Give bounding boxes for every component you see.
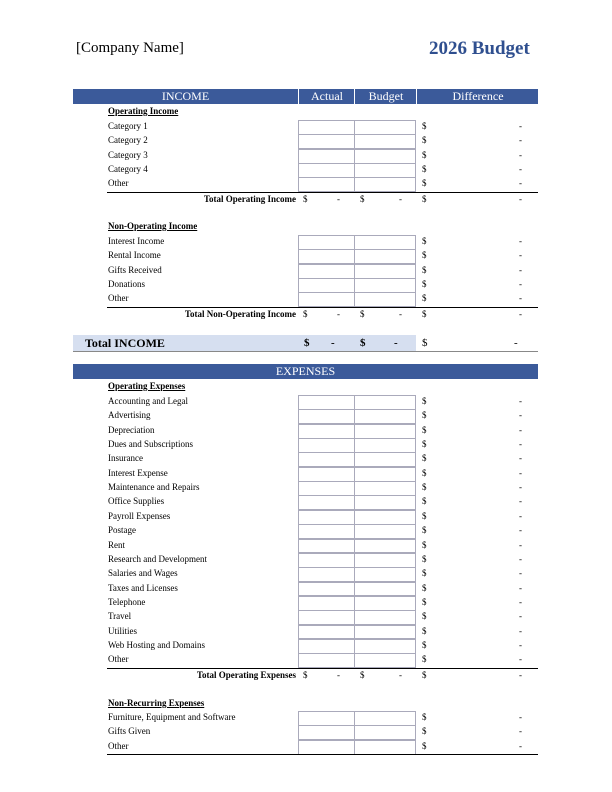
total-label: Total Operating Income [203, 193, 296, 204]
difference-value: - [519, 396, 522, 406]
budget-input[interactable] [354, 292, 416, 307]
line-item-label: Dues and Subscriptions [108, 439, 193, 450]
budget-header: Budget [354, 89, 417, 104]
difference-dollar: $ [422, 482, 427, 493]
line-item-label: Rental Income [108, 250, 161, 261]
actual-input[interactable] [298, 278, 355, 293]
actual-input[interactable] [298, 625, 355, 640]
line-item-label: Other [108, 654, 129, 665]
line-item-label: Rent [108, 539, 125, 550]
line-item-label: Telephone [108, 596, 146, 607]
line-item-label: Advertising [108, 410, 151, 421]
actual-input[interactable] [298, 134, 355, 149]
budget-input[interactable] [354, 539, 416, 554]
section-title: Non-Operating Income [108, 221, 198, 231]
budget-input[interactable] [354, 438, 416, 453]
actual-input[interactable] [298, 409, 355, 424]
actual-input[interactable] [298, 725, 355, 740]
difference-value: - [519, 740, 522, 751]
difference-value: - [519, 726, 522, 737]
line-item-label: Postage [108, 525, 136, 536]
difference-value: - [519, 525, 522, 536]
difference-dollar: $ [422, 279, 427, 290]
budget-input[interactable] [354, 452, 416, 467]
difference-value: - [519, 178, 522, 189]
line-item-label: Other [108, 293, 129, 304]
line-item-label: Category 2 [108, 135, 148, 146]
actual-input[interactable] [298, 292, 355, 307]
actual-input[interactable] [298, 177, 355, 192]
difference-dollar: $ [422, 582, 427, 593]
line-item-label: Accounting and Legal [108, 396, 188, 406]
actual-input[interactable] [298, 539, 355, 554]
line-item-label: Furniture, Equipment and Software [108, 712, 236, 722]
actual-input[interactable] [298, 582, 355, 597]
budget-input[interactable] [354, 395, 416, 410]
actual-input[interactable] [298, 481, 355, 496]
difference-value: - [519, 596, 522, 607]
total-income-divider [73, 351, 538, 352]
line-item-label: Interest Expense [108, 467, 168, 478]
company-name: [Company Name] [76, 40, 184, 56]
difference-value: - [519, 279, 522, 290]
difference-dollar: $ [422, 568, 427, 579]
budget-input[interactable] [354, 553, 416, 568]
budget-input[interactable] [354, 596, 416, 611]
difference-dollar: $ [422, 149, 427, 160]
difference-dollar: $ [422, 439, 427, 450]
budget-input[interactable] [354, 711, 416, 726]
total-income-diff-dash: - [514, 337, 518, 349]
total-divider [107, 307, 538, 308]
difference-value: - [519, 654, 522, 665]
total-diff-value: - [519, 308, 522, 319]
difference-value: - [519, 149, 522, 160]
total-diff-value: - [519, 193, 522, 204]
total-budget-value: - [399, 193, 402, 204]
budget-input[interactable] [354, 653, 416, 668]
income-header-bar [73, 89, 538, 104]
line-item-label: Maintenance and Repairs [108, 482, 200, 493]
difference-dollar: $ [422, 236, 427, 246]
total-actual-dollar: $ [303, 193, 308, 204]
line-item-label: Category 4 [108, 164, 148, 175]
actual-input[interactable] [298, 610, 355, 625]
total-label: Total Operating Expenses [196, 669, 296, 680]
line-item-label: Interest Income [108, 236, 165, 246]
total-actual-dollar: $ [303, 669, 308, 680]
actual-input[interactable] [298, 424, 355, 439]
budget-input[interactable] [354, 481, 416, 496]
difference-dollar: $ [422, 496, 427, 507]
difference-dollar: $ [422, 424, 427, 435]
difference-value: - [519, 496, 522, 507]
total-divider [107, 668, 538, 669]
budget-input[interactable] [354, 725, 416, 740]
line-item-label: Other [108, 178, 129, 189]
difference-value: - [519, 164, 522, 175]
budget-input[interactable] [354, 264, 416, 279]
difference-value: - [519, 611, 522, 622]
total-budget-value: - [399, 308, 402, 319]
line-item-label: Other [108, 740, 129, 751]
difference-value: - [519, 582, 522, 593]
difference-value: - [519, 712, 522, 722]
line-item-label: Payroll Expenses [108, 510, 171, 521]
expenses-header-bar: EXPENSES [73, 364, 538, 379]
section-end-divider [107, 754, 538, 755]
budget-input[interactable] [354, 163, 416, 178]
line-item-label: Taxes and Licenses [108, 582, 178, 593]
total-label: Total Non-Operating Income [184, 308, 296, 319]
difference-value: - [519, 135, 522, 146]
budget-input[interactable] [354, 134, 416, 149]
budget-input[interactable] [354, 249, 416, 264]
actual-input[interactable] [298, 149, 355, 164]
difference-value: - [519, 625, 522, 636]
budget-input[interactable] [354, 639, 416, 654]
difference-dollar: $ [422, 264, 427, 275]
budget-input[interactable] [354, 582, 416, 597]
budget-input[interactable] [354, 524, 416, 539]
difference-dollar: $ [422, 467, 427, 478]
actual-input[interactable] [298, 467, 355, 482]
difference-dollar: $ [422, 740, 427, 751]
difference-value: - [519, 539, 522, 550]
actual-input[interactable] [298, 567, 355, 582]
actual-input[interactable] [298, 120, 355, 135]
budget-input[interactable] [354, 177, 416, 192]
total-budget-dollar: $ [360, 669, 365, 680]
section-title: Non-Recurring Expenses [108, 698, 205, 708]
difference-value: - [519, 410, 522, 421]
difference-value: - [519, 482, 522, 493]
total-actual-value: - [337, 308, 340, 319]
line-item-label: Travel [108, 611, 132, 622]
difference-dollar: $ [422, 611, 427, 622]
difference-value: - [519, 453, 522, 464]
line-item-label: Donations [108, 279, 145, 290]
actual-input[interactable] [298, 395, 355, 410]
difference-value: - [519, 293, 522, 304]
difference-value: - [519, 467, 522, 478]
total-income-diff-dollar: $ [422, 337, 428, 349]
budget-input[interactable] [354, 424, 416, 439]
total-budget-value: - [399, 669, 402, 680]
difference-value: - [519, 553, 522, 564]
actual-input[interactable] [298, 510, 355, 525]
difference-dollar: $ [422, 625, 427, 636]
difference-dollar: $ [422, 410, 427, 421]
line-item-label: Gifts Received [108, 264, 162, 275]
income-header-label: INCOME [161, 89, 210, 103]
section-title: Operating Expenses [108, 381, 186, 391]
difference-dollar: $ [422, 293, 427, 304]
total-diff-dollar: $ [422, 308, 427, 319]
section-title: Operating Income [108, 106, 179, 116]
line-item-label: Category 1 [108, 121, 148, 131]
actual-input[interactable] [298, 495, 355, 510]
difference-dollar: $ [422, 396, 427, 406]
total-actual-dollar: $ [303, 308, 308, 319]
budget-input[interactable] [354, 120, 416, 135]
budget-input[interactable] [354, 235, 416, 250]
actual-input[interactable] [298, 553, 355, 568]
actual-input[interactable] [298, 596, 355, 611]
budget-input[interactable] [354, 625, 416, 640]
actual-input[interactable] [298, 163, 355, 178]
line-item-label: Depreciation [108, 424, 155, 435]
difference-dollar: $ [422, 654, 427, 665]
actual-input[interactable] [298, 740, 355, 755]
budget-input[interactable] [354, 740, 416, 755]
budget-input[interactable] [354, 149, 416, 164]
difference-value: - [519, 236, 522, 246]
total-income-budget-dollar: $ [360, 337, 366, 349]
line-item-label: Gifts Given [108, 726, 151, 737]
total-budget-dollar: $ [360, 193, 365, 204]
line-item-label: Web Hosting and Domains [108, 639, 206, 650]
line-item-label: Salaries and Wages [108, 568, 178, 579]
actual-input[interactable] [298, 249, 355, 264]
difference-value: - [519, 424, 522, 435]
difference-dollar: $ [422, 596, 427, 607]
budget-input[interactable] [354, 610, 416, 625]
budget-input[interactable] [354, 510, 416, 525]
budget-input[interactable] [354, 467, 416, 482]
actual-input[interactable] [298, 264, 355, 279]
total-budget-dollar: $ [360, 308, 365, 319]
difference-value: - [519, 568, 522, 579]
line-item-label: Category 3 [108, 149, 148, 160]
total-actual-value: - [337, 669, 340, 680]
line-item-label: Office Supplies [108, 496, 165, 507]
line-item-label: Research and Development [108, 553, 207, 564]
actual-input[interactable] [298, 639, 355, 654]
difference-dollar: $ [422, 510, 427, 521]
difference-dollar: $ [422, 250, 427, 261]
actual-input[interactable] [298, 235, 355, 250]
difference-dollar: $ [422, 525, 427, 536]
total-income-label: Total INCOME [85, 336, 165, 350]
actual-input[interactable] [298, 524, 355, 539]
difference-dollar: $ [422, 539, 427, 550]
total-diff-dollar: $ [422, 669, 427, 680]
difference-dollar: $ [422, 121, 427, 131]
budget-input[interactable] [354, 567, 416, 582]
difference-value: - [519, 121, 522, 131]
difference-dollar: $ [422, 178, 427, 189]
difference-value: - [519, 264, 522, 275]
difference-value: - [519, 439, 522, 450]
difference-dollar: $ [422, 712, 427, 722]
total-income-actual-dollar: $ [304, 337, 310, 349]
budget-input[interactable] [354, 409, 416, 424]
total-diff-dollar: $ [422, 193, 427, 204]
total-income-actual-dash: - [331, 337, 335, 349]
document-title: 2026 Budget [429, 38, 530, 59]
budget-input[interactable] [354, 495, 416, 510]
difference-header: Difference [416, 89, 539, 104]
actual-input[interactable] [298, 452, 355, 467]
line-item-label: Utilities [108, 625, 137, 636]
line-item-label: Insurance [108, 453, 143, 464]
total-income-budget-dash: - [394, 337, 398, 349]
total-actual-value: - [337, 193, 340, 204]
total-divider [107, 192, 538, 193]
difference-dollar: $ [422, 135, 427, 146]
difference-value: - [519, 250, 522, 261]
budget-input[interactable] [354, 278, 416, 293]
difference-value: - [519, 510, 522, 521]
difference-dollar: $ [422, 553, 427, 564]
actual-input[interactable] [298, 711, 355, 726]
difference-dollar: $ [422, 453, 427, 464]
difference-value: - [519, 639, 522, 650]
actual-input[interactable] [298, 438, 355, 453]
actual-header: Actual [298, 89, 355, 104]
difference-dollar: $ [422, 639, 427, 650]
actual-input[interactable] [298, 653, 355, 668]
difference-dollar: $ [422, 726, 427, 737]
total-diff-value: - [519, 669, 522, 680]
difference-dollar: $ [422, 164, 427, 175]
